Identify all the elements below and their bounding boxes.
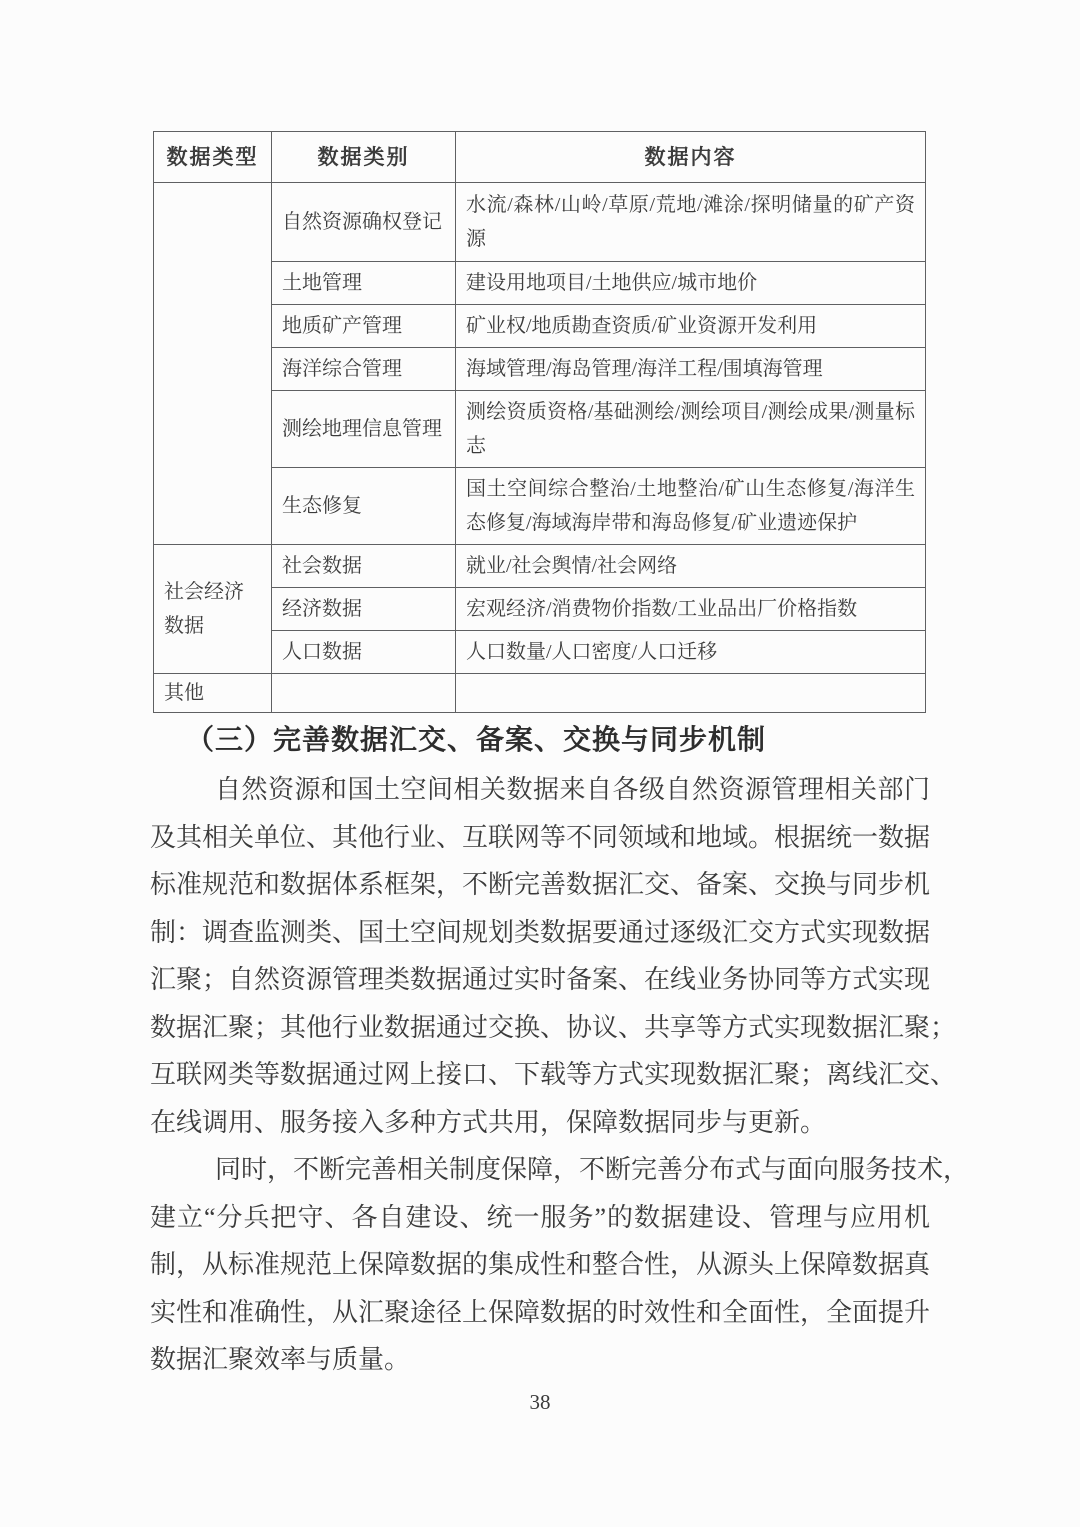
category-cell xyxy=(272,674,456,713)
body-text-line: 实性和准确性，从汇聚途径上保障数据的时效性和全面性，全面提升 xyxy=(150,1297,931,1327)
body-text-line: 在线调用、服务接入多种方式共用，保障数据同步与更新。 xyxy=(150,1107,827,1137)
content-cell: 矿业权/地质勘查资质/矿业资源开发利用 xyxy=(456,305,926,348)
content-cell: 测绘资质资格/基础测绘/测绘项目/测绘成果/测量标志 xyxy=(456,391,926,468)
body-text-line: 制：调查监测类、国土空间规划类数据要通过逐级汇交方式实现数据 xyxy=(150,917,931,947)
type-cell xyxy=(154,183,272,545)
content-cell: 水流/森林/山岭/草原/荒地/滩涂/探明储量的矿产资源 xyxy=(456,183,926,262)
data-classification-table xyxy=(153,131,926,713)
category-cell: 土地管理 xyxy=(272,262,456,305)
category-cell: 自然资源确权登记 xyxy=(272,183,456,262)
body-text-line: 制，从标准规范上保障数据的集成性和整合性，从源头上保障数据真 xyxy=(150,1250,931,1279)
type-cell: 其他 xyxy=(154,674,272,713)
content-cell: 建设用地项目/土地供应/城市地价 xyxy=(456,262,926,305)
content-cell: 国土空间综合整治/土地整治/矿山生态修复/海洋生态修复/海域海岸带和海岛修复/矿业遗迹保护 xyxy=(456,468,926,545)
content-cell xyxy=(456,674,926,713)
table-row xyxy=(154,545,926,588)
category-cell: 经济数据 xyxy=(272,588,456,631)
body-text-line: 建立“分兵把守、各自建设、统一服务”的数据建设、管理与应用机 xyxy=(150,1202,930,1232)
body-text-line: 自然资源和国土空间相关数据来自各级自然资源管理相关部门 xyxy=(215,775,930,804)
body-text-line: 互联网类等数据通过网上接口、下载等方式实现数据汇聚；离线汇交、 xyxy=(150,1060,957,1089)
body-text-line: 同时，不断完善相关制度保障，不断完善分布式与面向服务技术， xyxy=(215,1155,970,1184)
body-text-line: 及其相关单位、其他行业、互联网等不同领域和地域。根据统一数据 xyxy=(150,822,931,852)
category-cell: 地质矿产管理 xyxy=(272,305,456,348)
category-cell: 人口数据 xyxy=(272,631,456,674)
table-row xyxy=(154,183,926,262)
body-text xyxy=(150,766,970,1384)
table-row xyxy=(154,674,926,713)
category-cell: 海洋综合管理 xyxy=(272,348,456,391)
body-text-line: 标准规范和数据体系框架，不断完善数据汇交、备案、交换与同步机 xyxy=(150,870,931,899)
content-cell: 海域管理/海岛管理/海洋工程/围填海管理 xyxy=(456,348,926,391)
category-cell: 测绘地理信息管理 xyxy=(272,391,456,468)
header-cell-data-type: 数据类型 xyxy=(154,132,272,183)
body-text-line: 数据汇聚效率与质量。 xyxy=(150,1345,411,1374)
section-heading: （三）完善数据汇交、备案、交换与同步机制 xyxy=(186,724,767,755)
body-text-line: 汇聚；自然资源管理类数据通过实时备案、在线业务协同等方式实现 xyxy=(150,965,931,994)
body-text-line: 数据汇聚；其他行业数据通过交换、协议、共享等方式实现数据汇聚； xyxy=(150,1012,957,1042)
header-cell-data-category: 数据类别 xyxy=(272,132,456,183)
category-cell: 社会数据 xyxy=(272,545,456,588)
type-cell: 社会经济数据 xyxy=(154,545,272,674)
header-cell-data-content: 数据内容 xyxy=(456,132,926,183)
content-cell: 人口数量/人口密度/人口迁移 xyxy=(456,631,926,674)
table-header-row xyxy=(154,132,926,183)
page-number: 38 xyxy=(529,1390,551,1414)
content-cell: 宏观经济/消费物价指数/工业品出厂价格指数 xyxy=(456,588,926,631)
category-cell: 生态修复 xyxy=(272,468,456,545)
content-cell: 就业/社会舆情/社会网络 xyxy=(456,545,926,588)
